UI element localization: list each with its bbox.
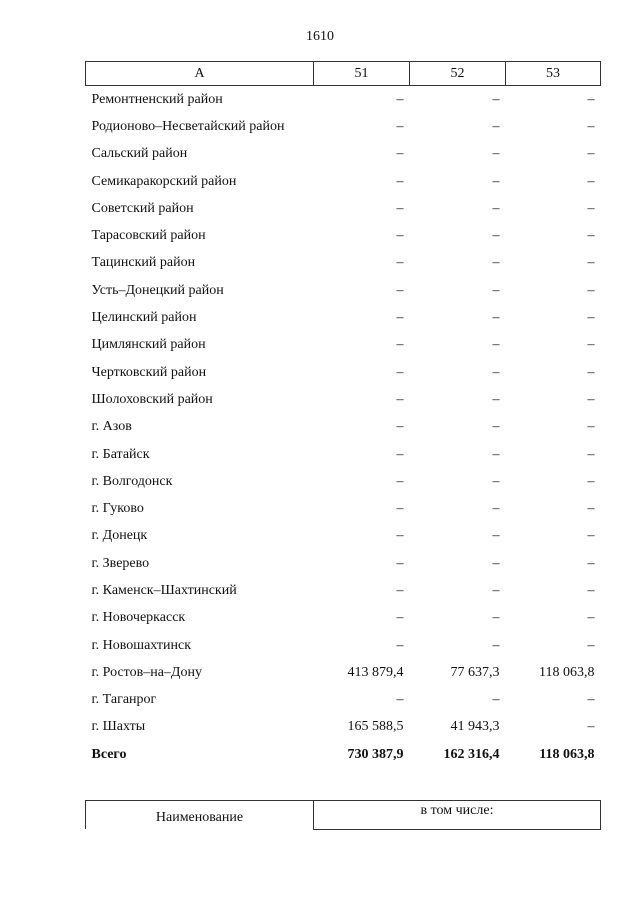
table-row [86,250,601,277]
row-value-cell-52: – [492,337,500,353]
row-value-cell-53: – [587,637,595,653]
header-col-52: 52 [410,62,506,86]
row-value-cell-53: – [587,364,595,380]
row-value-cell-52: – [492,310,500,326]
row-value-cell-53: – [587,255,595,271]
total-label-cell: Всего [91,746,127,762]
table-row [86,577,601,604]
row-value-cell-52: – [492,282,500,298]
row-value-cell-52: – [492,255,500,271]
row-value-cell-51: – [396,419,404,435]
header-col-a: А [86,62,314,86]
row-name-cell: г. Новошахтинск [91,637,192,653]
row-value-cell-52: – [492,692,500,708]
row-value-cell-51: – [396,582,404,598]
header-name-cell: Наименование [86,801,314,830]
row-name-cell: г. Азов [91,419,132,435]
row-value-cell-52: – [492,501,500,517]
row-value-cell-51: – [396,200,404,216]
row-value-cell-51: – [396,391,404,407]
row-value-cell-52: – [492,610,500,626]
row-value-cell-52: – [492,118,500,134]
table-row [86,222,601,249]
table-row [86,386,601,413]
row-value-cell-52: – [492,228,500,244]
row-name-cell: Родионово–Несветайский район [91,118,285,134]
row-value-cell-51: – [396,310,404,326]
row-value-cell-52: – [492,419,500,435]
row-value-cell-53: 118 063,8 [539,664,595,680]
row-value-cell-52: – [492,637,500,653]
row-value-cell-51: – [396,692,404,708]
row-value-cell-53: – [587,282,595,298]
table-body [86,86,601,769]
table-row [86,168,601,195]
table-row [86,277,601,304]
row-value-cell-53: – [587,473,595,489]
row-name-cell: Чертковский район [91,364,207,380]
page-number: 1610 [306,29,334,44]
row-value-cell-53: – [587,337,595,353]
table-row [86,304,601,331]
row-name-cell: г. Новочеркасск [91,610,186,626]
row-value-cell-51: – [396,173,404,189]
table-row [86,605,601,632]
row-name-cell: Усть–Донецкий район [91,282,224,298]
row-value-cell-52: – [492,200,500,216]
row-name-cell: г. Гуково [91,501,144,517]
row-value-cell-51: – [396,473,404,489]
row-name-cell: г. Таганрог [91,692,157,708]
row-name-cell: г. Батайск [91,446,150,462]
row-value-cell-52: – [492,364,500,380]
table-row [86,687,601,714]
row-value-cell-52: – [492,528,500,544]
continuation-table-header [85,800,601,830]
header-col-53: 53 [506,62,601,86]
row-value-cell-51: – [396,118,404,134]
total-value-cell-51: 730 387,9 [347,746,404,762]
table-row [86,414,601,441]
row-value-cell-53: – [587,582,595,598]
table-row [86,86,601,114]
row-name-cell: г. Шахты [91,719,146,735]
row-name-cell: г. Донецк [91,528,148,544]
row-value-cell-53: – [587,118,595,134]
row-value-cell-51: – [396,610,404,626]
row-value-cell-51: – [396,501,404,517]
row-name-cell: г. Зверево [91,555,150,571]
row-name-cell: Цимлянский район [91,337,206,353]
row-name-cell: Тацинский район [91,255,196,271]
row-value-cell-52: – [492,146,500,162]
table-row [86,495,601,522]
row-value-cell-51: – [396,637,404,653]
row-value-cell-52: – [492,91,500,107]
row-value-cell-53: – [587,228,595,244]
row-name-cell: Советский район [91,200,194,216]
row-value-cell-51: – [396,555,404,571]
table-row [86,550,601,577]
row-value-cell-51: – [396,364,404,380]
row-value-cell-53: – [587,692,595,708]
table-row [86,332,601,359]
row-value-cell-52: 41 943,3 [450,719,500,735]
row-value-cell-51: – [396,91,404,107]
table-row [86,523,601,550]
row-name-cell: г. Волгодонск [91,473,173,489]
table-row [86,113,601,140]
row-value-cell-51: – [396,446,404,462]
row-value-cell-53: – [587,391,595,407]
row-value-cell-51: – [396,146,404,162]
row-value-cell-52: – [492,173,500,189]
row-value-cell-53: – [587,200,595,216]
total-value-cell-53: 118 063,8 [539,746,595,762]
row-value-cell-52: 77 637,3 [450,664,500,680]
row-name-cell: Шолоховский район [91,391,213,407]
row-value-cell-52: – [492,473,500,489]
table-row [86,632,601,659]
row-value-cell-53: – [587,501,595,517]
row-name-cell: Сальский район [91,146,188,162]
row-name-cell: Целинский район [91,310,197,326]
row-value-cell-51: 165 588,5 [347,719,404,735]
row-value-cell-52: – [492,446,500,462]
row-value-cell-51: – [396,282,404,298]
row-name-cell: Ремонтненский район [91,91,223,107]
row-value-cell-53: – [587,719,595,735]
row-value-cell-53: – [587,419,595,435]
row-value-cell-51: – [396,255,404,271]
row-value-cell-52: – [492,555,500,571]
table-row [86,714,601,741]
table-row [86,441,601,468]
row-value-cell-53: – [587,91,595,107]
row-value-cell-51: 413 879,4 [347,664,404,680]
row-value-cell-53: – [587,310,595,326]
header-col-51: 51 [314,62,410,86]
row-value-cell-53: – [587,528,595,544]
total-row [86,741,601,768]
table-row [86,141,601,168]
table-row [86,468,601,495]
table-header-row [86,62,601,86]
row-value-cell-51: – [396,528,404,544]
row-value-cell-52: – [492,391,500,407]
table-row [86,359,601,386]
table-row [86,195,601,222]
row-name-cell: Семикаракорский район [91,173,237,189]
row-value-cell-53: – [587,173,595,189]
row-value-cell-51: – [396,228,404,244]
data-table [85,61,601,768]
header-including-cell: в том числе: [314,801,601,830]
row-value-cell-53: – [587,555,595,571]
row-value-cell-53: – [587,446,595,462]
table-row [86,659,601,686]
row-name-cell: г. Каменск–Шахтинский [91,582,237,598]
row-name-cell: Тарасовский район [91,228,206,244]
total-value-cell-52: 162 316,4 [443,746,500,762]
row-name-cell: г. Ростов–на–Дону [91,664,202,680]
row-value-cell-52: – [492,582,500,598]
row-value-cell-53: – [587,610,595,626]
row-value-cell-51: – [396,337,404,353]
row-value-cell-53: – [587,146,595,162]
